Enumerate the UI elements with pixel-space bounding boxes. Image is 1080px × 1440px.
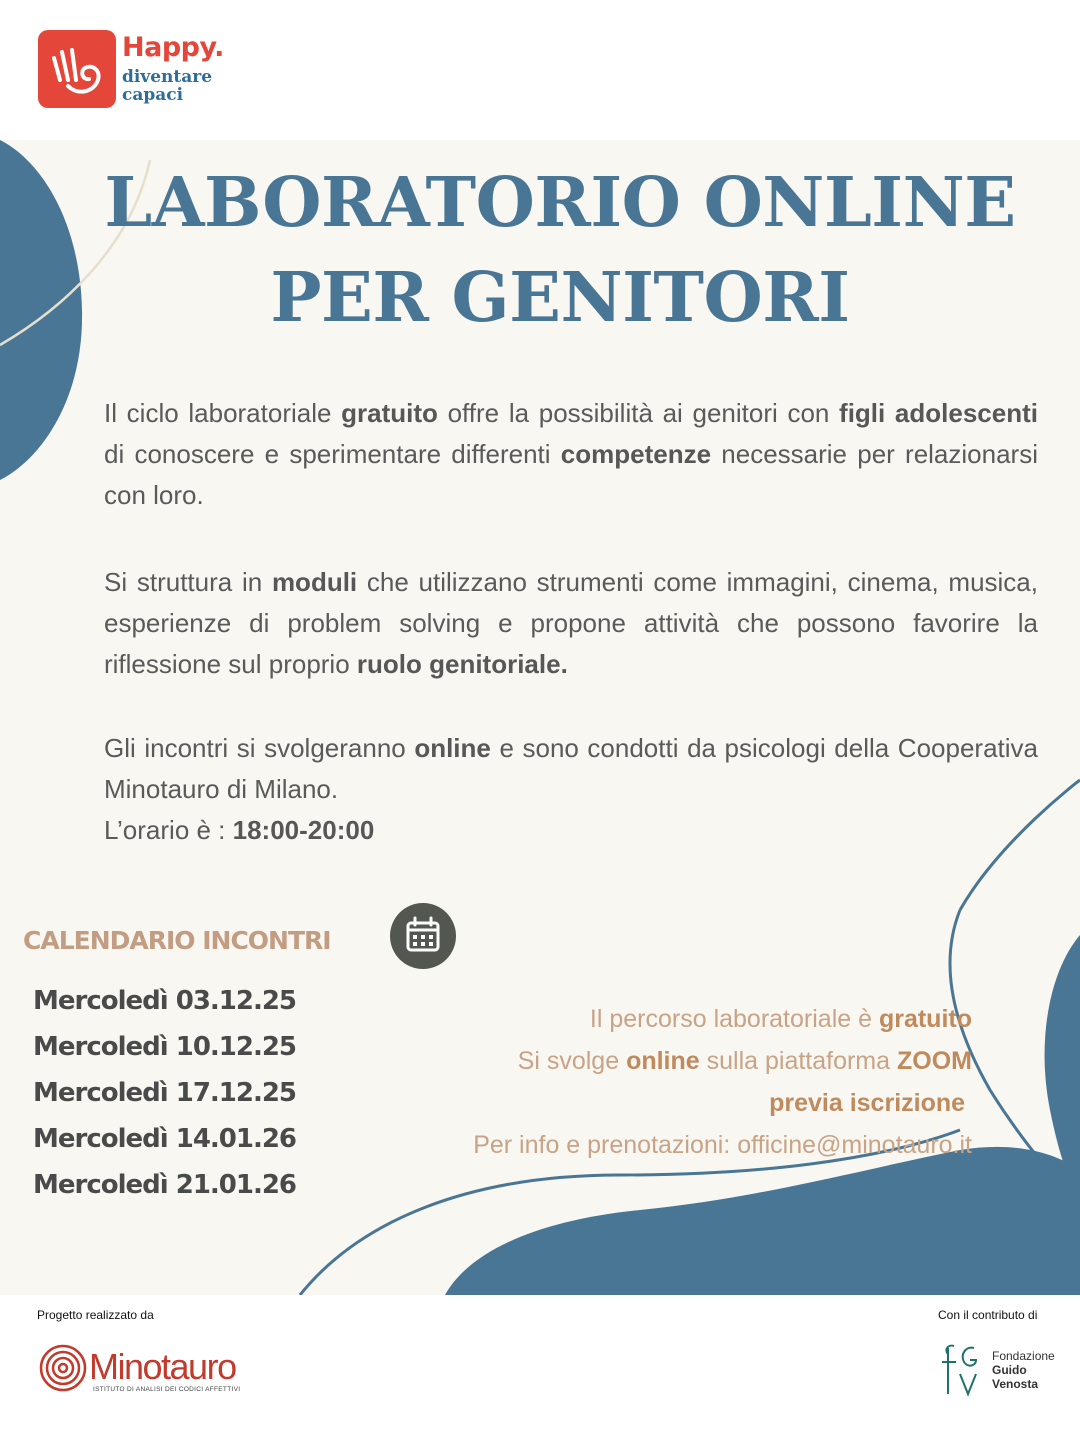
contact-email[interactable]: Per info e prenotazioni: officine@minotauro.it xyxy=(473,1131,972,1159)
date-item: Mercoledì 03.12.25 xyxy=(33,986,297,1016)
date-item: Mercoledì 10.12.25 xyxy=(33,1032,297,1062)
dates-list xyxy=(33,983,296,1213)
meetings-paragraph: Gli incontri si svolgeranno online e sono condotti da psicologi della Cooperativa Minotauro di Milano. L’orario è : 18:00-20:00 xyxy=(104,733,1038,845)
fgv-monogram-icon xyxy=(938,1336,990,1402)
date-item: Mercoledì 17.12.25 xyxy=(33,1078,297,1108)
minotauro-name: Minotauro xyxy=(89,1346,236,1387)
brand-name: Happy. xyxy=(122,32,224,63)
minotauro-subtitle: ISTITUTO DI ANALISI DEI CODICI AFFETTIVI xyxy=(93,1386,241,1393)
page-title-line-1: LABORATORIO ONLINE xyxy=(104,163,1016,243)
page-title-line-2: PER GENITORI xyxy=(270,258,850,338)
time-label: L’orario è : xyxy=(104,815,233,845)
date-item: Mercoledì 14.01.26 xyxy=(33,1124,297,1154)
calendar-icon xyxy=(390,903,456,969)
info-line-free: Il percorso laboratoriale è gratuito xyxy=(589,1005,972,1033)
project-label: Progetto realizzato da xyxy=(37,1308,154,1322)
info-line-registration: previa iscrizione xyxy=(769,1089,966,1117)
happy-logo xyxy=(38,30,238,110)
info-line-online: Si svolge online sulla piattaforma ZOOM xyxy=(517,1047,972,1075)
minotauro-logo xyxy=(37,1342,267,1402)
contribution-label: Con il contributo di xyxy=(938,1308,1038,1322)
brand-tagline: diventare capaci xyxy=(122,67,213,105)
modules-paragraph: Si struttura in moduli che utilizzano strumenti come immagini, cinema, musica, esperienze di problem solving e propone attività che possono favorire la riflessione sul proprio ruolo genitoriale. xyxy=(104,567,1038,679)
hand-icon xyxy=(38,30,116,108)
info-block xyxy=(352,998,972,1166)
fgv-logo xyxy=(938,1336,1058,1406)
time-value: 18:00-20:00 xyxy=(232,815,375,845)
fgv-name: Fondazione Guido Venosta xyxy=(992,1349,1055,1391)
date-item: Mercoledì 21.01.26 xyxy=(33,1170,297,1200)
calendar-title: CALENDARIO INCONTRI xyxy=(23,926,331,955)
minotauro-spiral-icon xyxy=(37,1342,89,1394)
intro-paragraph: Il ciclo laboratoriale gratuito offre la possibilità ai genitori con figli adolescenti di conoscere e sperimentare differenti competenze necessarie per relazionarsi con loro. xyxy=(104,398,1038,510)
